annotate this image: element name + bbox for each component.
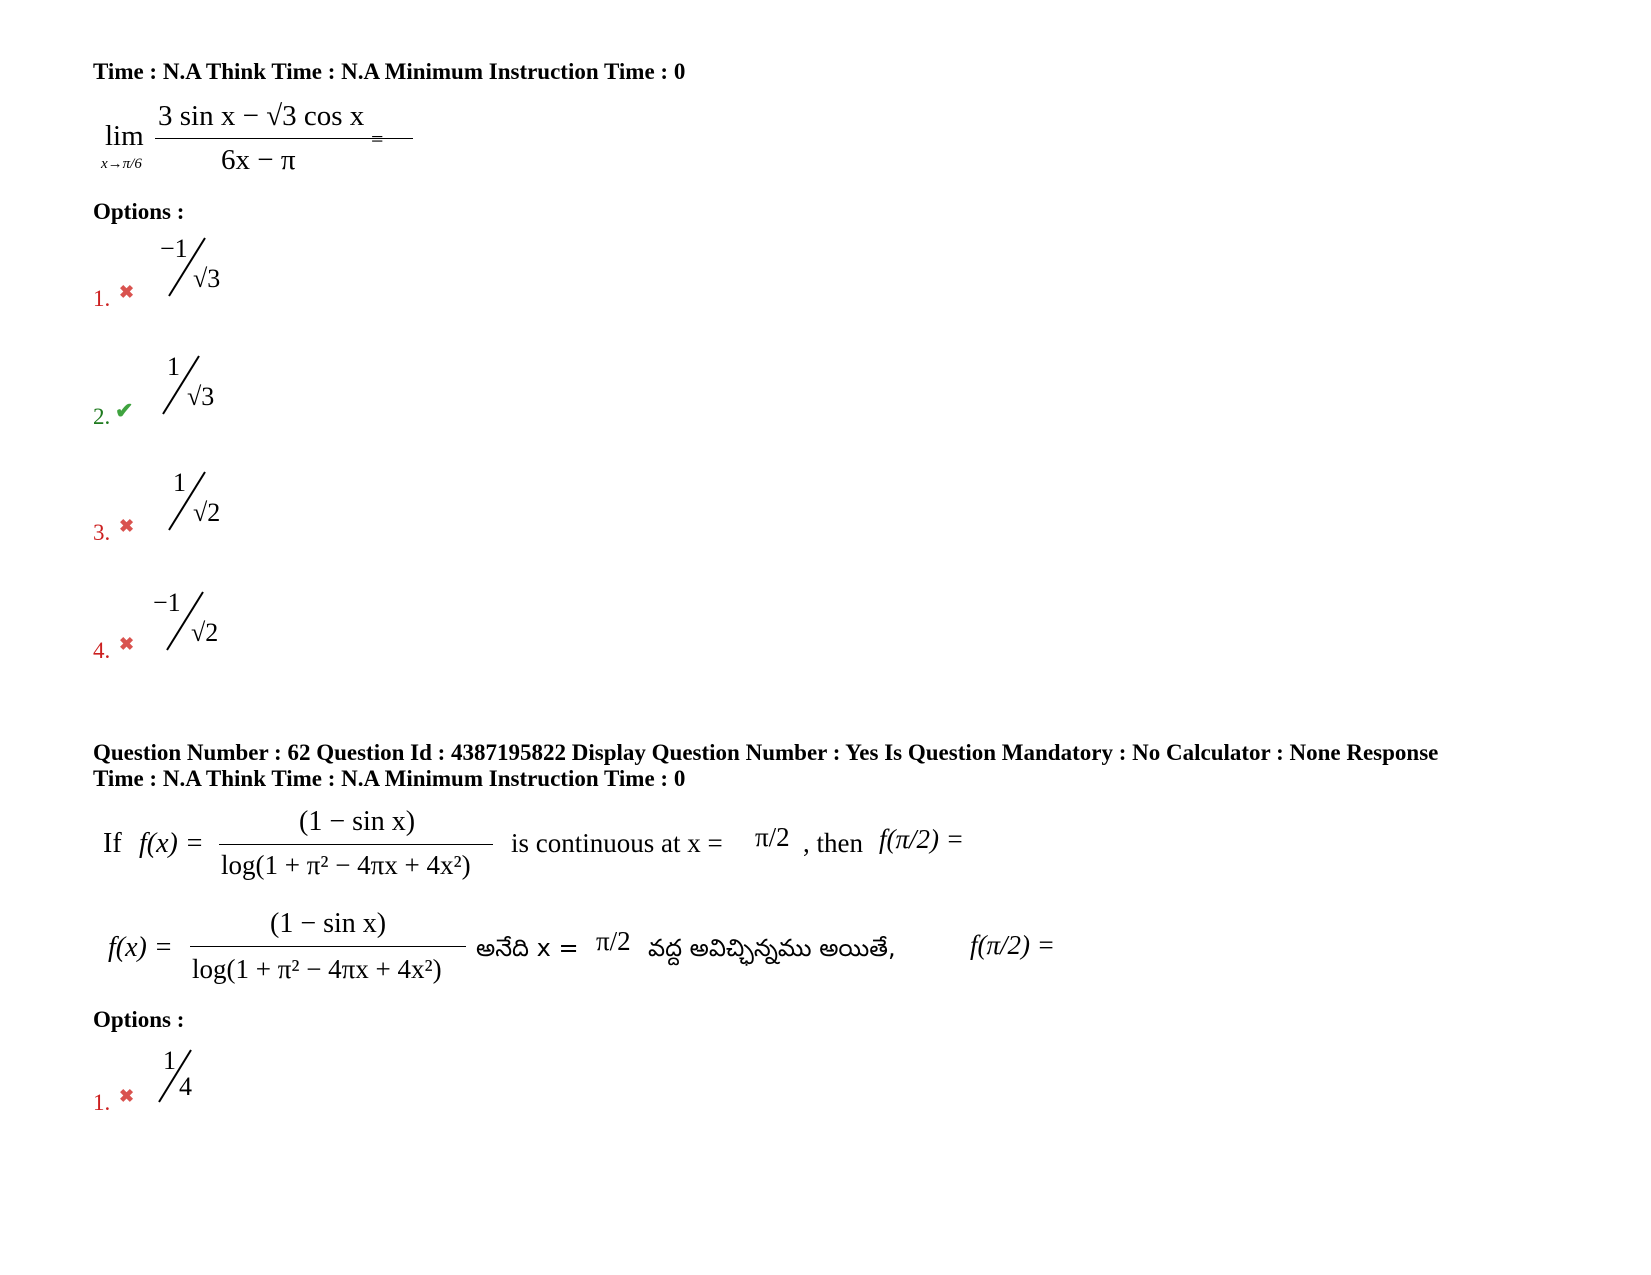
q62-header-line-2: Time : N.A Think Time : N.A Minimum Instruction Time : 0 (93, 766, 686, 791)
q61-limit-expression (103, 100, 403, 180)
q61-option-2 (93, 350, 253, 430)
q62-denominator: log(1 + π² − 4πx + 4x²) (192, 954, 442, 984)
cross-icon: ✖ (119, 1086, 135, 1106)
q62-option-1 (93, 1044, 233, 1124)
limit-subscript: x→π/6 (101, 156, 142, 172)
equals-sign: = (371, 126, 384, 151)
q61-option-3 (93, 466, 253, 546)
option-denominator: √2 (191, 618, 219, 647)
f-pi-over-2: f(π/2) = (879, 824, 964, 854)
option-numerator: −1 (153, 588, 181, 617)
q61-option-4 (93, 586, 253, 666)
q62-question-telugu (108, 908, 1088, 988)
limit-label: lim (105, 120, 144, 152)
q62-denominator: log(1 + π² − 4πx + 4x²) (221, 850, 471, 880)
pi-over-2: π/2 (596, 926, 631, 956)
option-number: 4. (93, 638, 111, 663)
option-number: 3. (93, 520, 111, 545)
option-number: 1. (93, 286, 111, 311)
fx-label: f(x) = (108, 932, 173, 963)
option-denominator: √3 (187, 382, 215, 411)
q62-header-line-1: Question Number : 62 Question Id : 4387195822 Display Question Number : Yes Is Question Mandatory : No Calculator : None Response (93, 740, 1439, 765)
q61-timing-line: Time : N.A Think Time : N.A Minimum Instruction Time : 0 (93, 59, 686, 84)
pi-over-2: π/2 (755, 822, 790, 852)
option-numerator: −1 (160, 234, 188, 263)
then-word: , then (803, 828, 863, 858)
option-numerator: 1 (167, 352, 180, 381)
option-denominator: √3 (193, 264, 221, 293)
cross-icon: ✖ (119, 516, 135, 536)
q62-question-english (103, 806, 1003, 886)
q61-numerator: 3 sin x − √3 cos x (158, 100, 365, 132)
telugu-text-mid: అనేది x = (476, 934, 579, 962)
q61-option-1 (93, 232, 253, 312)
fraction-bar (219, 844, 493, 845)
continuity-text: is continuous at x = (511, 828, 723, 858)
option-numerator: 1 (163, 1046, 176, 1075)
cross-icon: ✖ (119, 634, 135, 654)
fraction-bar (190, 946, 466, 947)
q62-numerator: (1 − sin x) (299, 806, 416, 837)
f-pi-over-2: f(π/2) = (970, 930, 1055, 960)
option-denominator: 4 (179, 1072, 192, 1101)
option-denominator: √2 (193, 498, 221, 527)
q61-options-label: Options : (93, 199, 185, 224)
q61-denominator: 6x − π (221, 144, 296, 176)
option-number: 1. (93, 1090, 111, 1115)
q62-options-label: Options : (93, 1007, 185, 1032)
q62-numerator: (1 − sin x) (270, 908, 387, 939)
fx-label: f(x) = (139, 828, 204, 859)
option-numerator: 1 (173, 468, 186, 497)
check-icon: ✔ (115, 398, 134, 423)
option-number: 2. (93, 404, 111, 429)
telugu-text-end: వద్ద అవిచ్ఛిన్నము అయితే, (648, 934, 896, 962)
if-word: If (103, 828, 122, 859)
cross-icon: ✖ (119, 282, 135, 302)
